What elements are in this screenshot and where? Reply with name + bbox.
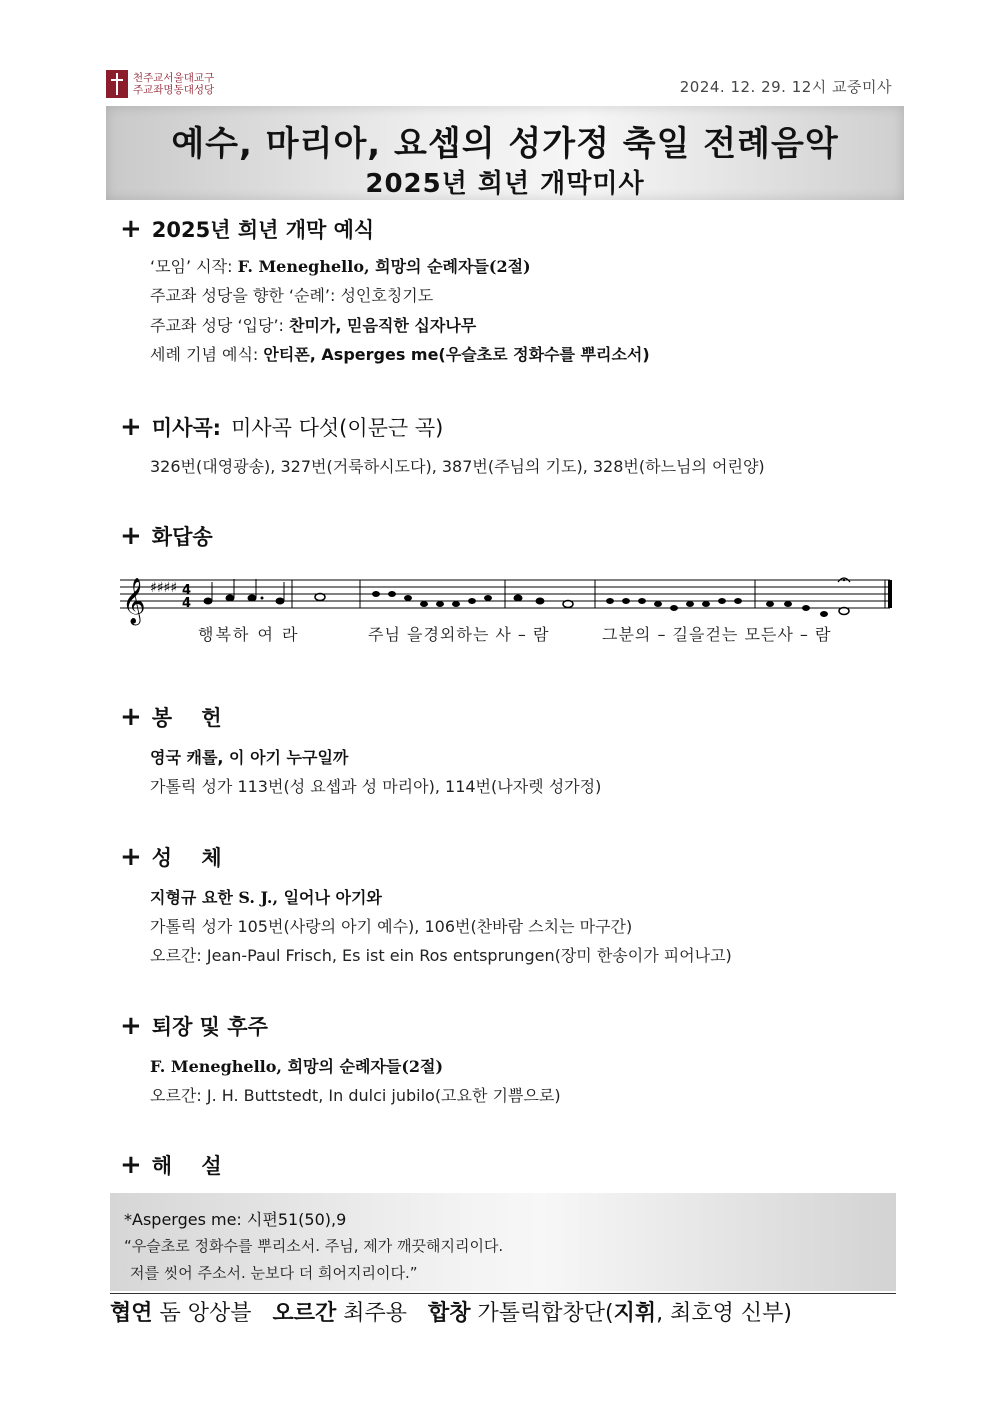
psalm-lyrics-1: 행복하 여 라 bbox=[198, 625, 300, 644]
offertory-line-2: 가톨릭 성가 113번(성 요셉과 성 마리아), 114번(나자렛 성가정) bbox=[150, 777, 602, 796]
performer-credits: 협연 돔 앙상블 오르간 최주용 합창 가톨릭합창단(지휘, 최호영 신부) bbox=[110, 1301, 792, 1326]
logo-line2: 주교좌명동대성당 bbox=[133, 84, 215, 96]
section-opening bbox=[120, 214, 374, 244]
title-banner bbox=[106, 106, 904, 200]
section-mass: + 미사곡: 미사곡 다섯(이문근 곡) bbox=[120, 412, 444, 442]
mass-date: 2024. 12. 29. 12시 교중미사 bbox=[679, 78, 892, 96]
scripture-note bbox=[110, 1193, 896, 1291]
section-offertory: + 봉 헌 bbox=[120, 702, 222, 732]
plus-icon: + bbox=[120, 842, 142, 872]
section-recessional: + 퇴장 및 후주 bbox=[120, 1011, 268, 1041]
mass-line: 326번(대영광송), 327번(거룩하시도다), 387번(주님의 기도), 328번(하느님의 어린양) bbox=[150, 457, 765, 476]
psalm-lyrics-3: 그분의 – 길을걷는 모든사 – 람 bbox=[602, 625, 832, 644]
plus-icon: + bbox=[120, 1011, 142, 1041]
note-heading: *Asperges me: 시편51(50),9 bbox=[124, 1210, 347, 1229]
opening-line-1: ‘모임’ 시작: F. Meneghello, 희망의 순례자들(2절) bbox=[150, 257, 531, 276]
page-title: 예수, 마리아, 요셉의 성가정 축일 전례음악 bbox=[171, 124, 839, 164]
cross-logo-icon bbox=[106, 70, 128, 98]
plus-icon: + bbox=[120, 521, 142, 551]
opening-line-2: 주교좌 성당을 향한 ‘순례’: 성인호칭기도 bbox=[150, 286, 434, 305]
logo-line1: 천주교서울대교구 bbox=[133, 72, 215, 84]
communion-line-2: 가톨릭 성가 105번(사랑의 아기 예수), 106번(찬바람 스치는 마구간) bbox=[150, 917, 633, 936]
svg-text:4: 4 bbox=[182, 583, 192, 598]
section-commentary: + 해 설 bbox=[120, 1150, 222, 1180]
section-heading: 2025년 희년 개막 예식 bbox=[151, 218, 375, 242]
psalm-lyrics-2: 주님 을경외하는 사 – 람 bbox=[368, 625, 550, 644]
plus-icon: + bbox=[120, 1150, 142, 1180]
section-psalm: + 화답송 bbox=[120, 521, 213, 551]
communion-line-1: 지형규 요한 S. J., 일어나 아기와 bbox=[150, 888, 382, 907]
opening-line-4: 세례 기념 예식: 안티폰, Asperges me(우슬초로 정화수를 뿌리소서) bbox=[150, 345, 650, 364]
svg-text:4: 4 bbox=[182, 596, 192, 611]
plus-icon: + bbox=[120, 214, 142, 244]
offertory-line-1: 영국 캐롤, 이 아기 누구일까 bbox=[150, 748, 349, 767]
recessional-line-1: F. Meneghello, 희망의 순례자들(2절) bbox=[150, 1057, 444, 1076]
cathedral-logo bbox=[106, 70, 214, 98]
opening-line-3: 주교좌 성당 ‘입당’: 찬미가, 믿음직한 십자나무 bbox=[150, 316, 477, 335]
treble-clef-icon: 𝄞 bbox=[122, 578, 146, 624]
page-subtitle: 2025년 희년 개막미사 bbox=[365, 169, 645, 199]
plus-icon: + bbox=[120, 412, 142, 442]
svg-text:♯♯♯♯: ♯♯♯♯ bbox=[150, 580, 178, 596]
note-line-1: “우슬초로 정화수를 뿌리소서. 주님, 제가 깨끗해지리이다. bbox=[124, 1237, 504, 1255]
plus-icon: + bbox=[120, 702, 142, 732]
recessional-line-2: 오르간: J. H. Buttstedt, In dulci jubilo(고요한 기쁨으로) bbox=[150, 1086, 561, 1105]
divider bbox=[110, 1293, 896, 1294]
note-line-2: 저를 씻어 주소서. 눈보다 더 희어지리이다.” bbox=[130, 1264, 418, 1282]
communion-line-3: 오르간: Jean-Paul Frisch, Es ist ein Ros entsprungen(장미 한송이가 피어나고) bbox=[150, 946, 732, 965]
section-communion: + 성 체 bbox=[120, 842, 222, 872]
